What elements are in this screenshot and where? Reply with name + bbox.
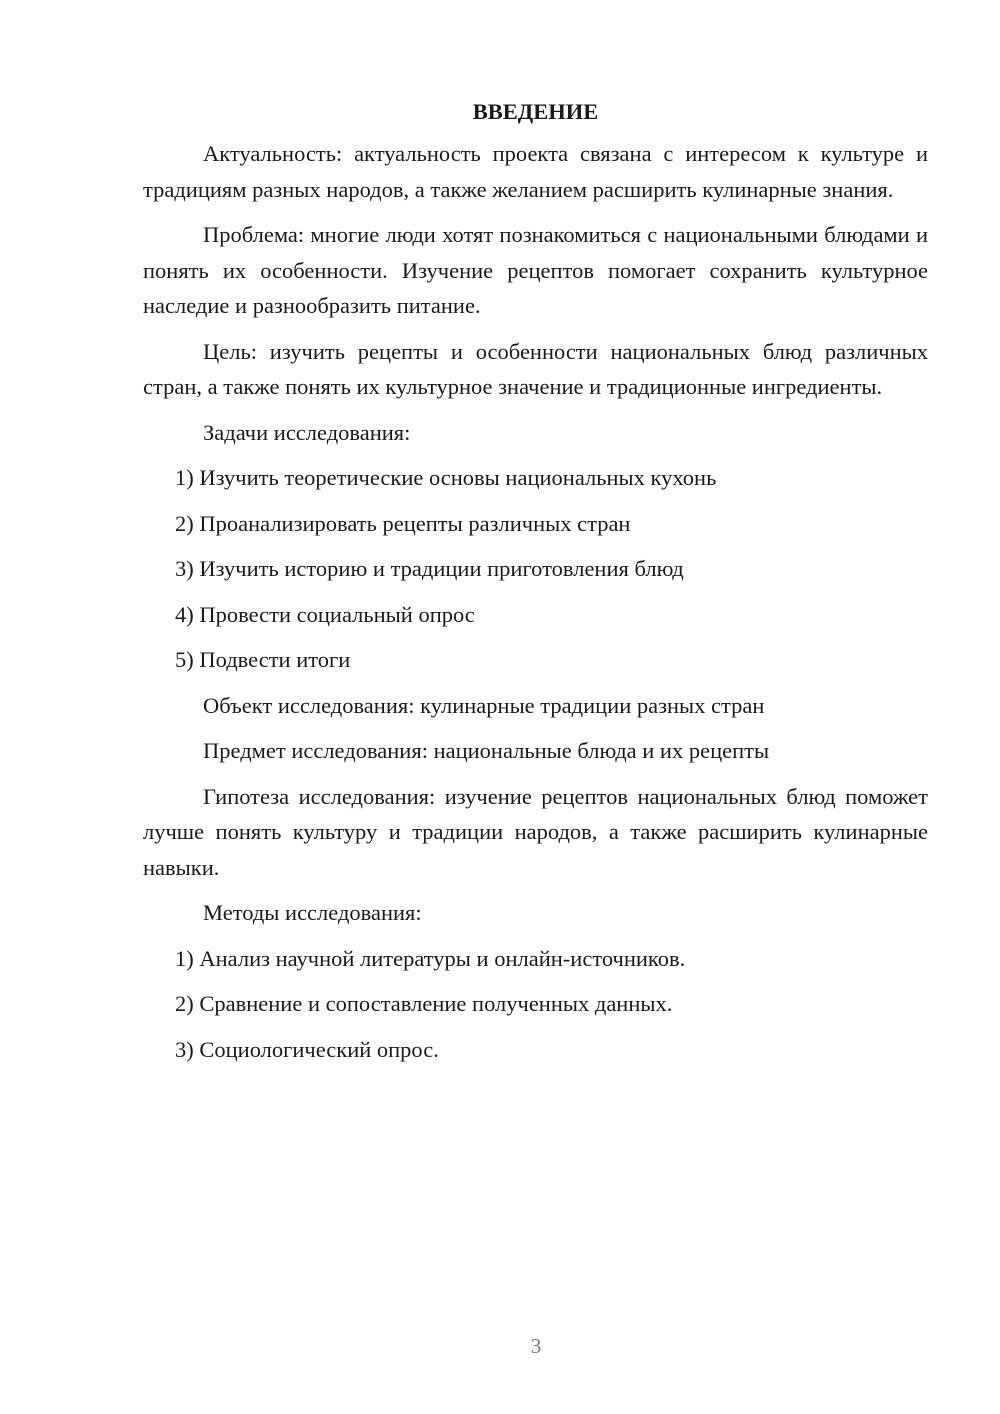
task-item: 4) Провести социальный опрос <box>175 601 475 627</box>
task-item: 3) Изучить историю и традиции приготовления блюд <box>175 556 684 581</box>
subject-paragraph: Предмет исследования: национальные блюда и их рецепты <box>203 738 770 763</box>
methods-list <box>143 941 928 1068</box>
task-item: 1) Изучить теоретические основы национальных кухонь <box>175 465 717 490</box>
method-item: 1) Анализ научной литературы и онлайн-источников. <box>175 945 686 971</box>
page-title: ВВЕДЕНИЕ <box>472 99 599 124</box>
method-item: 3) Социологический опрос. <box>175 1036 439 1062</box>
task-item: 2) Проанализировать рецепты различных стран <box>175 510 631 536</box>
problem-paragraph: Проблема: многие люди хотят познакомиться с национальными блюдами и понять их особенности. Изучение рецептов помогает сохранить культурное наследие и разнообразить питание. <box>143 222 928 318</box>
method-item: 2) Сравнение и сопоставление полученных данных. <box>175 991 673 1016</box>
hypothesis-paragraph: Гипотеза исследования: изучение рецептов национальных блюд поможет лучше понять культуру и традиции народов, а также расширить кулинарные навыки. <box>143 783 928 880</box>
page-number: 3 <box>530 1334 542 1358</box>
relevance-paragraph: Актуальность: актуальность проекта связана с интересом к культуре и традициям разных народов, а также желанием расширить кулинарные знания. <box>143 141 928 202</box>
methods-heading: Методы исследования: <box>203 900 422 925</box>
tasks-list <box>143 460 928 678</box>
goal-paragraph: Цель: изучить рецепты и особенности национальных блюд различных стран, а также понять их культурное значение и традиционные ингредиенты. <box>143 338 928 399</box>
object-paragraph: Объект исследования: кулинарные традиции разных стран <box>203 692 765 718</box>
document-page <box>143 94 928 1077</box>
tasks-heading: Задачи исследования: <box>203 419 411 445</box>
task-item: 5) Подвести итоги <box>175 647 351 672</box>
